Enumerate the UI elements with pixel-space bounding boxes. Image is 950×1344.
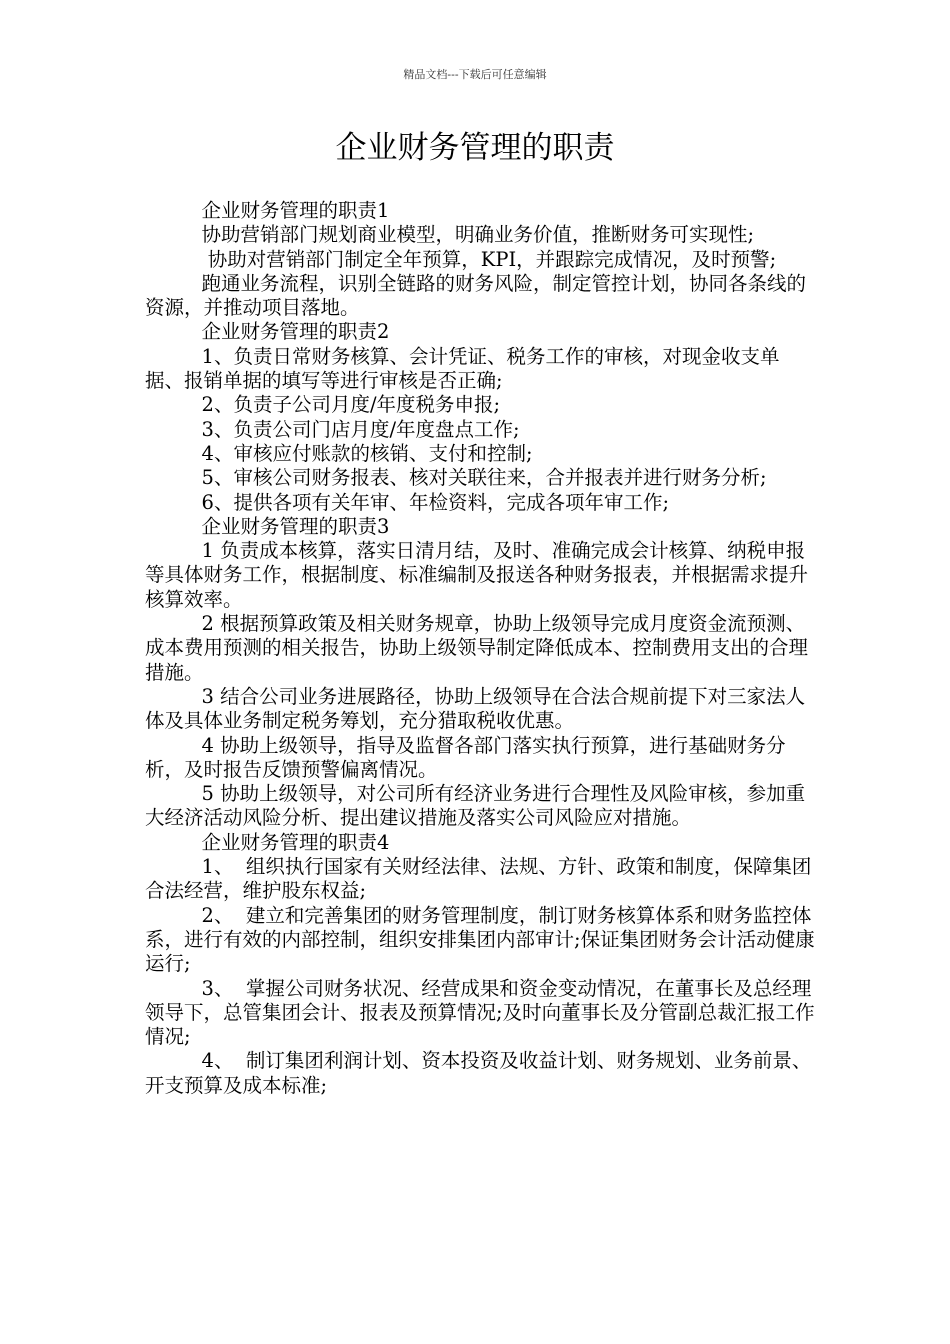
section-heading: 企业财务管理的职责2: [201, 320, 390, 344]
section-heading: 企业财务管理的职责3: [201, 514, 390, 538]
paragraph: 4、审核应付账款的核销、支付和控制;: [201, 441, 533, 465]
paragraph: 协助营销部门规划商业模型，明确业务价值，推断财务可实现性;: [201, 223, 755, 247]
page-header-note: 精品文档---下载后可任意编辑: [403, 68, 547, 81]
paragraph: 2、 建立和完善集团的财务管理制度，制订财务核算体系和财务监控体系，进行有效的内部控制，组织安排集团内部审计;保证集团财务会计活动健康运行;: [145, 903, 815, 976]
paragraph: 3 结合公司业务进展路径，协助上级领导在合法合规前提下对三家法人体及具体业务制定税务筹划，充分猎取税收优惠。: [145, 684, 806, 733]
document-body: [145, 199, 815, 1098]
paragraph: 2 根据预算政策及相关财务规章，协助上级领导完成月度资金流预测、成本费用预测的相关报告，协助上级领导制定降低成本、控制费用支出的合理措施。: [145, 612, 809, 684]
paragraph: 1、 组织执行国家有关财经法律、法规、方针、政策和制度，保障集团合法经营，维护股东权益;: [145, 855, 812, 903]
paragraph: 跑通业务流程，识别全链路的财务风险，制定管控计划，协同各条线的资源，并推动项目落地。: [145, 271, 807, 320]
paragraph: 4 协助上级领导，指导及监督各部门落实执行预算，进行基础财务分析，及时报告反馈预警偏离情况。: [145, 733, 786, 781]
paragraph: 5、审核公司财务报表、核对关联往来，合并报表并进行财务分析;: [201, 466, 767, 490]
paragraph: 2、负责子公司月度/年度税务申报;: [201, 393, 501, 417]
paragraph: 1、负责日常财务核算、会计凭证、税务工作的审核，对现金收支单据、报销单据的填写等进行审核是否正确;: [145, 344, 780, 393]
paragraph: 4、 制订集团利润计划、资本投资及收益计划、财务规划、业务前景、开支预算及成本标准;: [145, 1049, 812, 1097]
paragraph: 协助对营销部门制定全年预算，KPI，并跟踪完成情况，及时预警;: [201, 247, 777, 271]
paragraph: 5 协助上级领导，对公司所有经济业务进行合理性及风险审核，参加重大经济活动风险分析、提出建议措施及落实公司风险应对措施。: [145, 782, 806, 830]
section-heading: 企业财务管理的职责4: [201, 830, 390, 854]
paragraph: 6、提供各项有关年审、年检资料，完成各项年审工作;: [201, 490, 670, 514]
paragraph: 1 负责成本核算，落实日清月结，及时、准确完成会计核算、纳税申报等具体财务工作，根据制度、标准编制及报送各种财务报表，并根据需求提升核算效率。: [145, 539, 809, 611]
paragraph: 3、 掌握公司财务状况、经营成果和资金变动情况，在董事长及总经理领导下，总管集团会计、报表及预算情况;及时向董事长及分管副总裁汇报工作情况;: [145, 976, 815, 1049]
paragraph: 3、负责公司门店月度/年度盘点工作;: [201, 417, 520, 441]
section-heading: 企业财务管理的职责1: [201, 199, 390, 222]
document-title: 企业财务管理的职责: [335, 130, 615, 166]
